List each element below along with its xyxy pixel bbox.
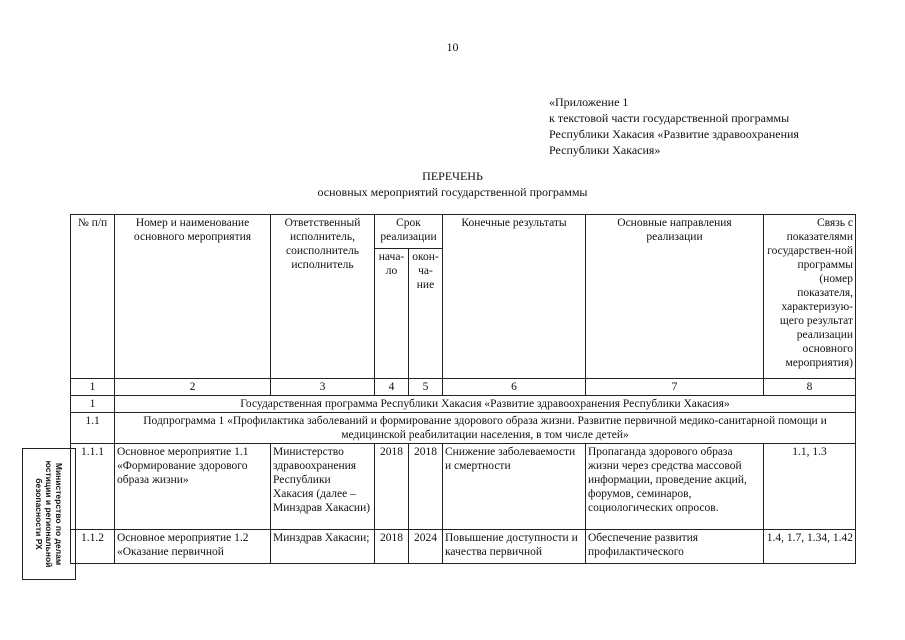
- row-end: 2018: [409, 444, 443, 530]
- column-number: 8: [764, 379, 856, 396]
- row-name: Основное мероприятие 1.2 «Оказание первичной: [115, 530, 271, 564]
- column-number: 6: [443, 379, 586, 396]
- column-number: 3: [271, 379, 375, 396]
- stamp-text: Министерство по делам юстиции и региональной безопасности РХ: [34, 460, 64, 568]
- header-results: Конечные результаты: [443, 215, 586, 379]
- header-term: Срок реализации: [375, 215, 443, 249]
- title-heading: ПЕРЕЧЕНЬ: [422, 169, 483, 183]
- column-numbers-row: [71, 379, 856, 396]
- row-start: 2018: [375, 530, 409, 564]
- column-number: 2: [115, 379, 271, 396]
- program-row: [71, 396, 856, 413]
- header-end: окон-ча-ние: [409, 249, 443, 379]
- row-directions: Пропаганда здорового образа жизни через средства массовой информации, проведение акций, форумов, семинаров, социологических опросов.: [586, 444, 764, 530]
- table-row: [71, 444, 856, 530]
- row-directions: Обеспечение развития профилактического: [586, 530, 764, 564]
- row-executor: Минздрав Хакасии;: [271, 530, 375, 564]
- page-number: 10: [446, 40, 459, 54]
- title-subheading: основных мероприятий государственной программы: [317, 185, 588, 199]
- header-start: нача-ло: [375, 249, 409, 379]
- row-num: 1.1.1: [71, 444, 115, 530]
- header-name: Номер и наименование основного мероприятия: [115, 215, 271, 379]
- row-link: 1.4, 1.7, 1.34, 1.42: [764, 530, 856, 564]
- appendix-line: «Приложение 1: [549, 95, 629, 109]
- appendix-line: Республики Хакасия «Развитие здравоохранения: [549, 127, 799, 141]
- row-results: Снижение заболеваемости и смертности: [443, 444, 586, 530]
- program-num: 1: [71, 396, 115, 413]
- appendix-line: Республики Хакасия»: [549, 143, 661, 157]
- column-number: 1: [71, 379, 115, 396]
- subprogram-num: 1.1: [71, 413, 115, 444]
- header-executor: Ответственный исполнитель, соисполнитель исполнитель: [271, 215, 375, 379]
- row-results: Повышение доступности и качества первичной: [443, 530, 586, 564]
- column-number: 4: [375, 379, 409, 396]
- row-name: Основное мероприятие 1.1 «Формирование здорового образа жизни»: [115, 444, 271, 530]
- row-num: 1.1.2: [71, 530, 115, 564]
- column-number: 7: [586, 379, 764, 396]
- row-start: 2018: [375, 444, 409, 530]
- header-link: Связь с показателями государствен-ной программы (номер показателя, характеризую-щего результат реализации основного мероприятия): [764, 215, 856, 379]
- appendix-line: к текстовой части государственной программы: [549, 111, 790, 125]
- column-number: 5: [409, 379, 443, 396]
- measures-table: [70, 214, 856, 564]
- subprogram-row: [71, 413, 856, 444]
- program-title: Государственная программа Республики Хакасия «Развитие здравоохранения Республики Хакасия»: [115, 396, 856, 413]
- row-end: 2024: [409, 530, 443, 564]
- subprogram-title: Подпрограмма 1 «Профилактика заболеваний и формирование здорового образа жизни. Развитие первичной медико-санитарной помощи и медицинской реабилитации населения, в том числе детей»: [115, 413, 856, 444]
- appendix-block: [549, 94, 799, 158]
- table-row: [71, 530, 856, 564]
- row-link: 1.1, 1.3: [764, 444, 856, 530]
- row-executor: Министерство здравоохранения Республики Хакасия (далее – Минздрав Хакасии): [271, 444, 375, 530]
- document-title: [0, 168, 905, 200]
- header-directions: Основные направления реализации: [586, 215, 764, 379]
- header-num: № п/п: [71, 215, 115, 379]
- ministry-stamp: [22, 448, 76, 580]
